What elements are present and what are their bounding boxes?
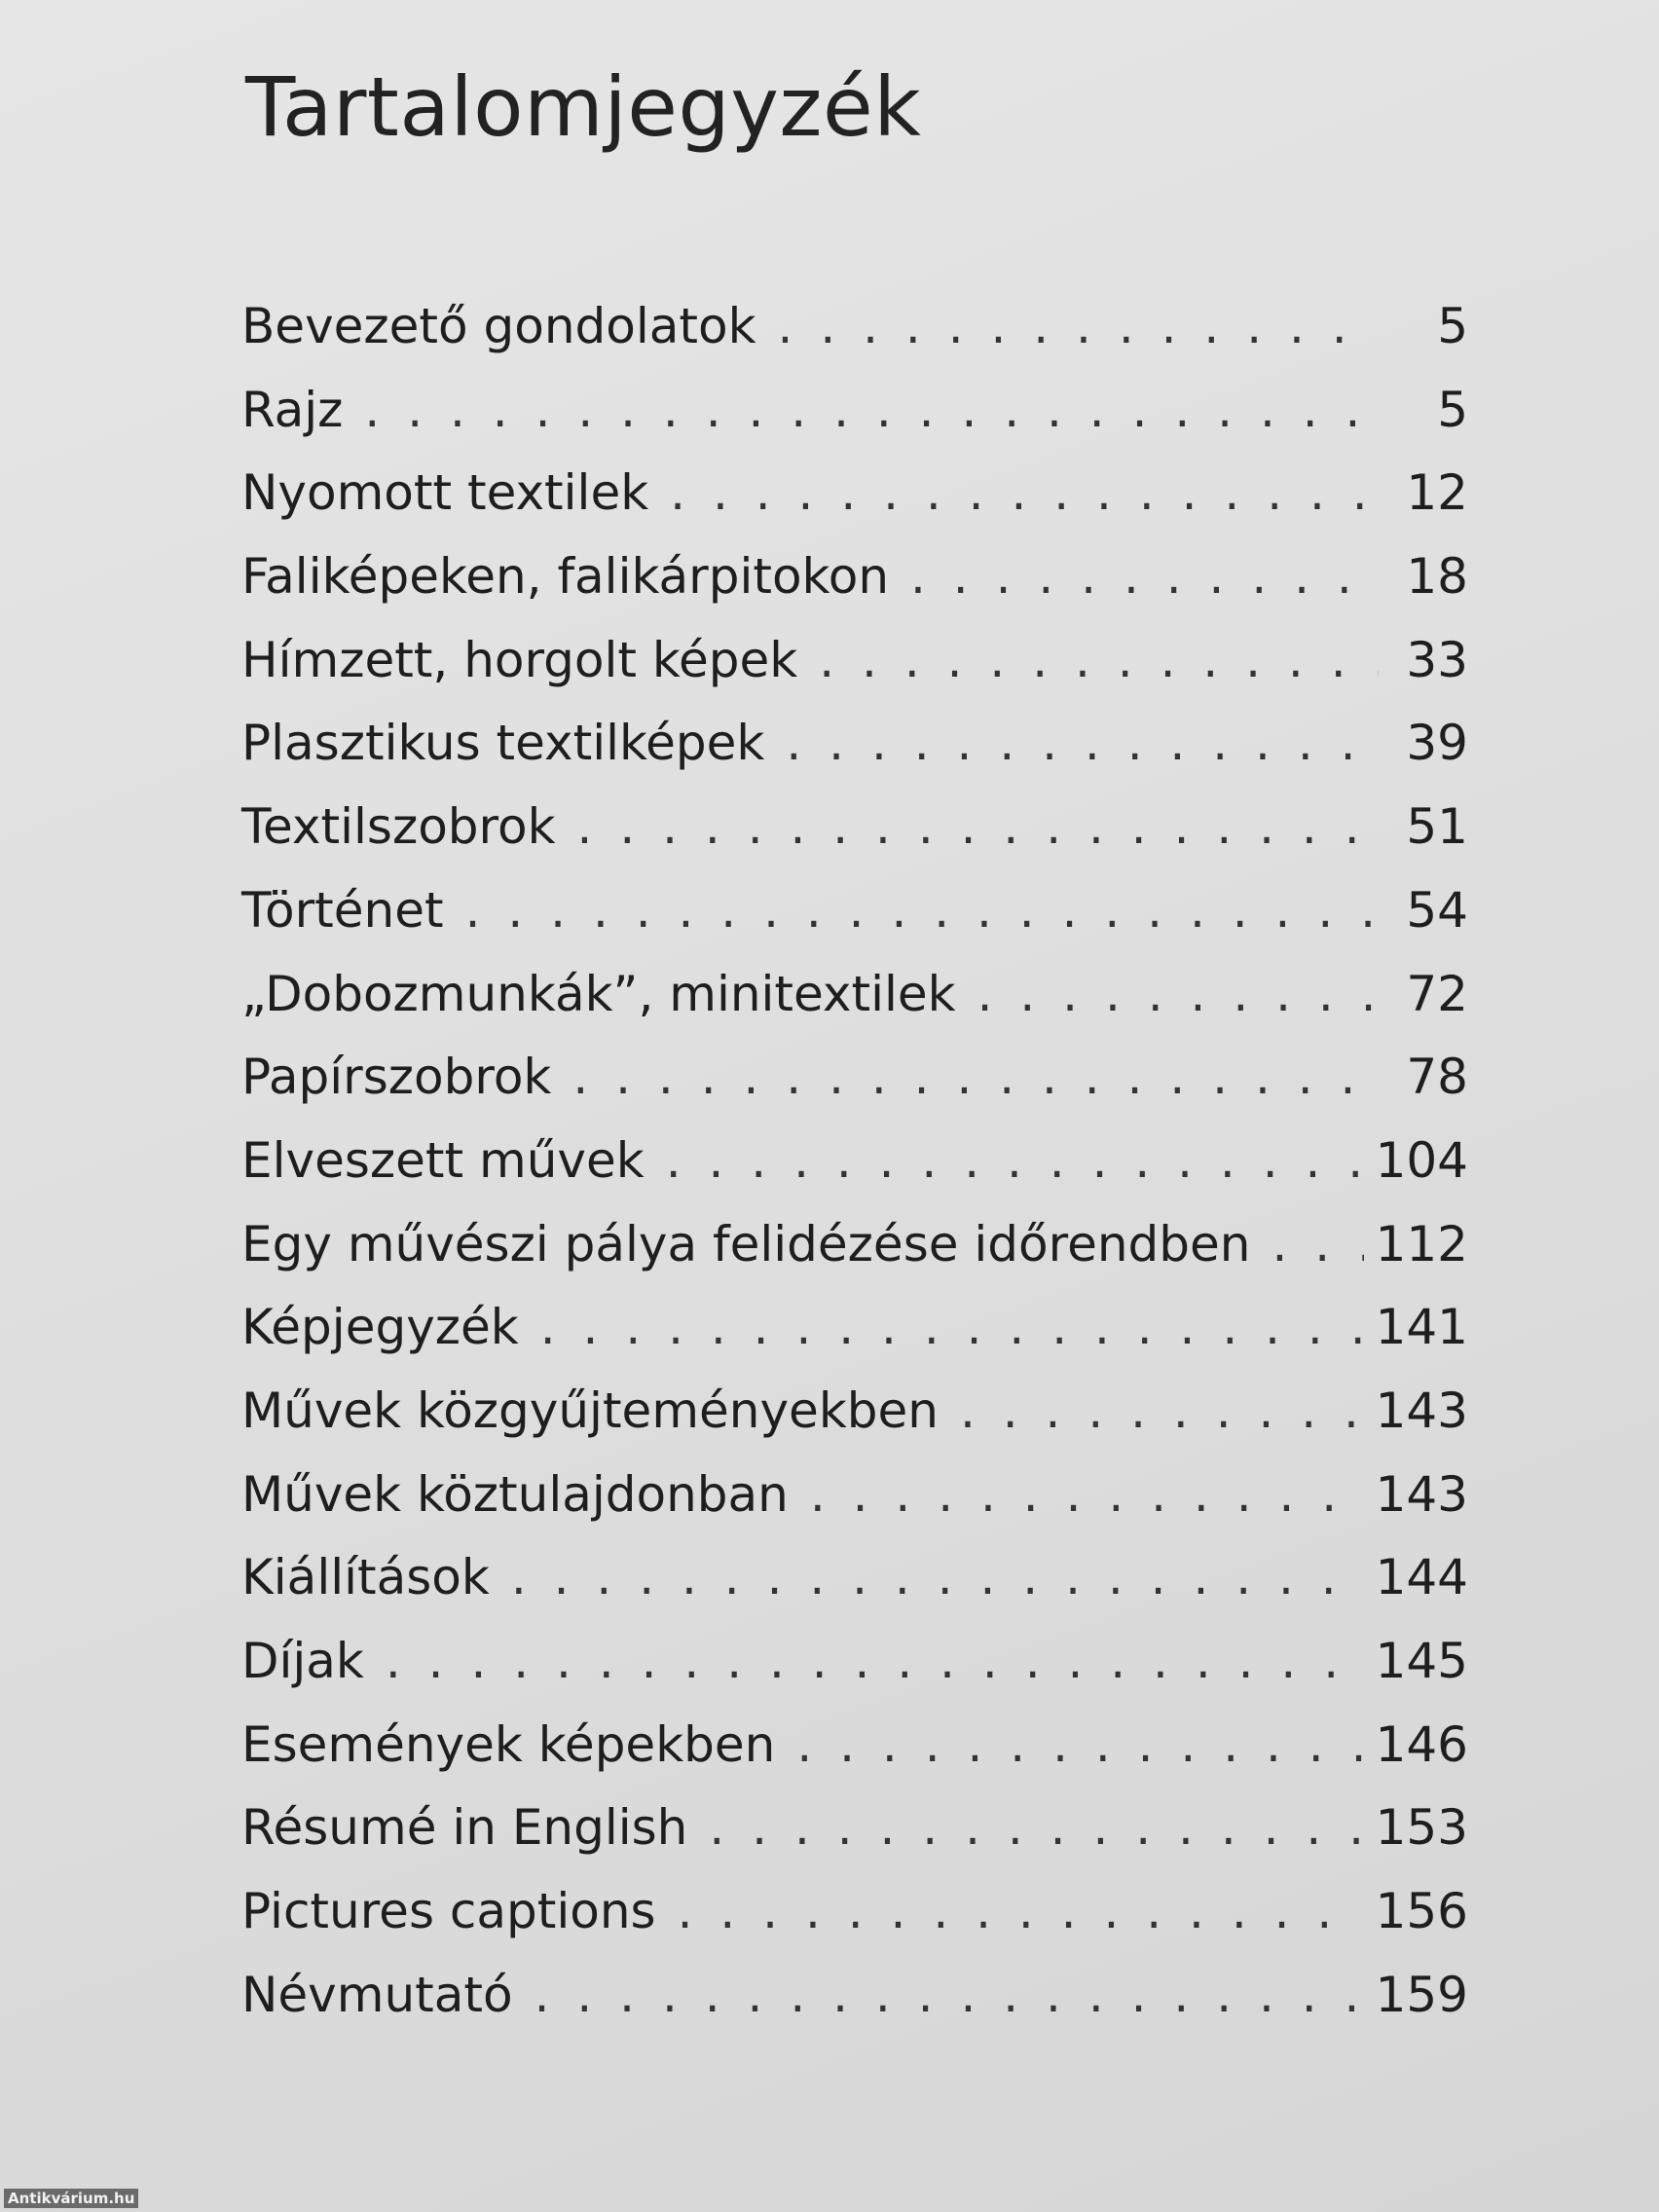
- toc-entry-page: 5: [1437, 381, 1468, 438]
- toc-entry-9: [241, 953, 1468, 1037]
- dot-leader: [709, 1787, 1363, 1870]
- toc-entry-17: [241, 1620, 1468, 1704]
- toc-entry-page: 51: [1406, 798, 1468, 856]
- toc-entry-5: [241, 619, 1468, 703]
- toc-entry-16: [241, 1536, 1468, 1620]
- dot-leader: [960, 1370, 1364, 1454]
- dot-leader: [910, 535, 1379, 619]
- toc-entry-20: [241, 1870, 1468, 1954]
- dot-leader: [577, 786, 1379, 869]
- toc-entry-title: Pictures captions: [241, 1883, 656, 1940]
- toc-entry-page: 153: [1375, 1799, 1468, 1857]
- dot-leader: [670, 452, 1379, 535]
- dot-leader: [819, 619, 1379, 703]
- toc-entry-page: 156: [1375, 1883, 1468, 1940]
- dot-leader: [796, 1704, 1363, 1788]
- toc-entry-title: Művek köztulajdonban: [241, 1465, 789, 1523]
- toc-entry-page: 12: [1406, 464, 1468, 522]
- toc-entry-title: Faliképeken, falikárpitokon: [241, 548, 890, 606]
- toc-entry-page: 72: [1406, 965, 1468, 1022]
- toc-entry-title: Hímzett, horgolt képek: [241, 631, 798, 688]
- toc-entry-title: Képjegyzék: [241, 1299, 519, 1356]
- dot-leader: [535, 1954, 1364, 2038]
- dot-leader: [511, 1536, 1364, 1620]
- toc-entry-title: Névmutató: [241, 1966, 513, 2023]
- page-title: Tartalomjegyzék: [245, 59, 922, 155]
- toc-entry-7: [241, 786, 1468, 869]
- dot-leader: [1272, 1203, 1363, 1287]
- dot-leader: [786, 702, 1379, 786]
- toc-entry-page: 143: [1375, 1465, 1468, 1523]
- watermark: Antikvárium.hu: [4, 2189, 138, 2208]
- toc-entry-title: Rajz: [241, 381, 344, 438]
- toc-entry-2: [241, 369, 1468, 453]
- toc-entry-18: [241, 1704, 1468, 1788]
- toc-entry-page: 141: [1375, 1299, 1468, 1356]
- toc-entry-title: „Dobozmunkák”, minitextilek: [241, 965, 956, 1022]
- toc-entry-11: [241, 1120, 1468, 1203]
- toc-entry-10: [241, 1036, 1468, 1120]
- toc-entry-title: Elveszett művek: [241, 1131, 645, 1189]
- dot-leader: [364, 369, 1379, 453]
- toc-entry-page: 143: [1375, 1382, 1468, 1439]
- table-of-contents: [241, 285, 1468, 2037]
- toc-entry-title: Nyomott textilek: [241, 464, 649, 522]
- toc-entry-19: [241, 1787, 1468, 1870]
- toc-entry-title: Bevezető gondolatok: [241, 298, 756, 354]
- toc-entry-page: 78: [1406, 1049, 1468, 1106]
- dot-leader: [977, 953, 1379, 1037]
- toc-entry-12: [241, 1203, 1468, 1287]
- dot-leader: [778, 285, 1379, 369]
- toc-entry-page: 33: [1406, 631, 1468, 688]
- toc-entry-title: Kiállítások: [241, 1549, 490, 1606]
- toc-entry-page: 146: [1375, 1715, 1468, 1773]
- toc-entry-title: Papírszobrok: [241, 1049, 552, 1106]
- toc-entry-title: Plasztikus textilképek: [241, 715, 765, 772]
- toc-entry-14: [241, 1370, 1468, 1454]
- toc-entry-page: 144: [1375, 1549, 1468, 1606]
- dot-leader: [666, 1120, 1364, 1203]
- toc-entry-page: 112: [1375, 1215, 1468, 1272]
- toc-entry-title: Események képekben: [241, 1715, 776, 1773]
- dot-leader: [386, 1620, 1364, 1704]
- toc-entry-title: Textilszobrok: [241, 798, 556, 856]
- dot-leader: [572, 1036, 1379, 1120]
- toc-entry-title: Egy művészi pálya felidézése időrendben: [241, 1215, 1251, 1272]
- toc-entry-page: 5: [1437, 298, 1468, 354]
- toc-entry-21: [241, 1954, 1468, 2038]
- toc-entry-8: [241, 869, 1468, 953]
- toc-entry-title: Művek közgyűjteményekben: [241, 1382, 939, 1439]
- toc-entry-6: [241, 702, 1468, 786]
- toc-entry-page: 159: [1375, 1966, 1468, 2023]
- toc-entry-page: 18: [1406, 548, 1468, 606]
- toc-entry-title: Díjak: [241, 1633, 364, 1689]
- toc-entry-1: [241, 285, 1468, 369]
- toc-entry-13: [241, 1286, 1468, 1370]
- toc-entry-page: 39: [1406, 715, 1468, 772]
- toc-entry-title: Résumé in English: [241, 1799, 688, 1857]
- toc-entry-page: 145: [1375, 1633, 1468, 1689]
- toc-entry-15: [241, 1454, 1468, 1537]
- toc-entry-page: 54: [1406, 881, 1468, 939]
- toc-entry-page: 104: [1375, 1131, 1468, 1189]
- dot-leader: [540, 1286, 1364, 1370]
- dot-leader: [810, 1454, 1364, 1537]
- toc-entry-title: Történet: [241, 881, 444, 939]
- toc-entry-4: [241, 535, 1468, 619]
- dot-leader: [678, 1870, 1364, 1954]
- dot-leader: [465, 869, 1379, 953]
- toc-entry-3: [241, 452, 1468, 535]
